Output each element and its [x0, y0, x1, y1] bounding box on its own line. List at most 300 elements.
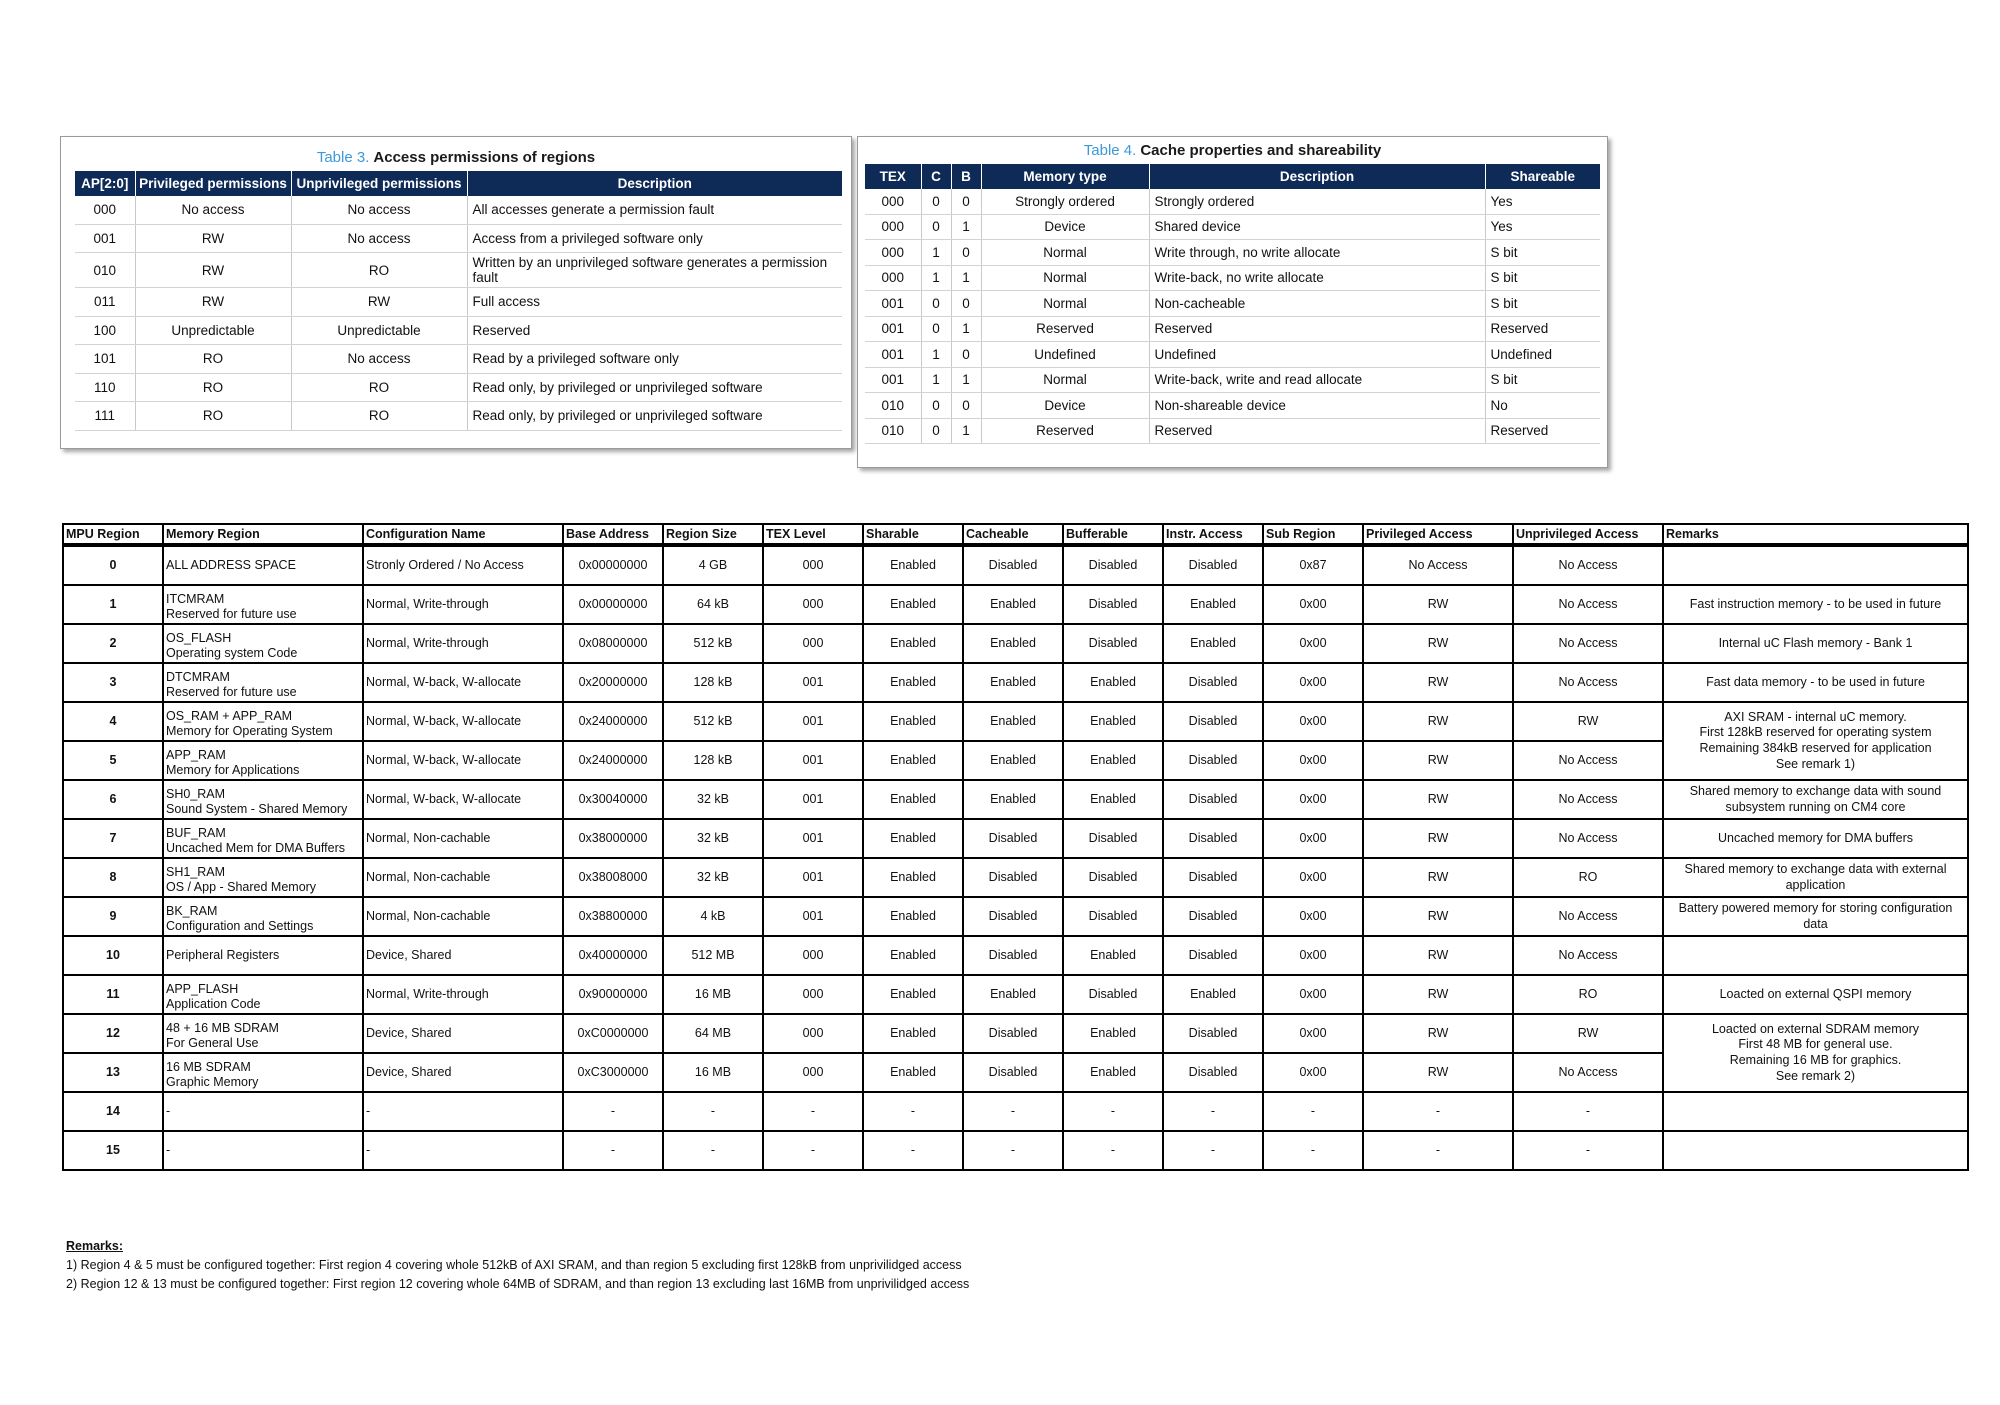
table4-cell: 010 [865, 393, 921, 419]
mpu-instr-cell: Enabled [1163, 975, 1263, 1014]
mpu-region-number: 0 [63, 545, 163, 585]
mpu-sub-cell: 0x00 [1263, 858, 1363, 897]
mpu-size-cell: 16 MB [663, 1053, 763, 1092]
mpu-base-cell: 0x38000000 [563, 819, 663, 858]
table4-cell: 0 [921, 214, 951, 240]
mpu-share-cell: Enabled [863, 819, 963, 858]
memory-region-cell [163, 858, 363, 897]
mpu-header-cell: Unprivileged Access [1513, 524, 1663, 545]
mpu-priv-cell: RW [1363, 975, 1513, 1014]
table4-cell: 010 [865, 418, 921, 444]
table4-cell: Undefined [1149, 342, 1485, 368]
mpu-sub-cell: 0x00 [1263, 741, 1363, 780]
mpu-buf-cell: - [1063, 1131, 1163, 1170]
mpu-row [63, 1092, 1968, 1131]
mpu-cache-cell: Enabled [963, 624, 1063, 663]
remark-line: Remaining 16 MB for graphics. [1729, 1053, 1902, 1067]
remarks-block [66, 1237, 969, 1294]
mpu-remarks-cell: Fast instruction memory - to be used in future [1663, 585, 1968, 624]
mpu-buf-cell: - [1063, 1092, 1163, 1131]
memory-region-line: SH1_RAM [166, 864, 226, 879]
table3-cell: RW [135, 224, 291, 253]
mpu-size-cell: 4 GB [663, 545, 763, 585]
mpu-remarks-cell: Uncached memory for DMA buffers [1663, 819, 1968, 858]
mpu-share-cell: Enabled [863, 663, 963, 702]
mpu-sub-cell: 0x00 [1263, 585, 1363, 624]
mpu-priv-cell: - [1363, 1092, 1513, 1131]
mpu-cfg-cell: Normal, Write-through [363, 624, 563, 663]
memory-region-cell [163, 1092, 363, 1131]
table3-cell: RO [135, 373, 291, 402]
table4-row [865, 342, 1600, 368]
mpu-tex-cell: 001 [763, 741, 863, 780]
mpu-region-number: 7 [63, 819, 163, 858]
mpu-priv-cell: RW [1363, 585, 1513, 624]
mpu-cfg-cell: Normal, W-back, W-allocate [363, 741, 563, 780]
table4-cell: Strongly ordered [1149, 189, 1485, 214]
mpu-unpriv-cell: - [1513, 1092, 1663, 1131]
mpu-row [63, 897, 1968, 936]
memory-region-line: - [166, 1103, 171, 1118]
mpu-unpriv-cell: RO [1513, 975, 1663, 1014]
mpu-sub-cell: 0x87 [1263, 545, 1363, 585]
table4-cell: 000 [865, 265, 921, 291]
mpu-remarks-cell: Internal uC Flash memory - Bank 1 [1663, 624, 1968, 663]
memory-region-line: SH0_RAM [166, 786, 226, 801]
mpu-sub-cell: 0x00 [1263, 702, 1363, 741]
mpu-cache-cell: - [963, 1131, 1063, 1170]
table3-caption [61, 137, 851, 171]
mpu-header-cell: Privileged Access [1363, 524, 1513, 545]
memory-region-line: BK_RAM [166, 903, 218, 918]
mpu-row [63, 702, 1968, 741]
mpu-remarks-cell [1663, 936, 1968, 975]
mpu-buf-cell: Enabled [1063, 741, 1163, 780]
mpu-cfg-cell: Normal, W-back, W-allocate [363, 702, 563, 741]
mpu-cfg-cell: Normal, Write-through [363, 585, 563, 624]
memory-region-cell [163, 585, 363, 624]
mpu-header-cell: Cacheable [963, 524, 1063, 545]
table4-cell: 0 [951, 291, 981, 317]
mpu-sub-cell: 0x00 [1263, 663, 1363, 702]
mpu-instr-cell: Disabled [1163, 1014, 1263, 1053]
memory-region-line: 16 MB SDRAM [166, 1059, 251, 1074]
memory-region-cell [163, 897, 363, 936]
mpu-size-cell: 16 MB [663, 975, 763, 1014]
memory-region-line: OS / App - Shared Memory [166, 880, 317, 895]
mpu-cfg-cell: Normal, Non-cachable [363, 858, 563, 897]
mpu-header-cell: Memory Region [163, 524, 363, 545]
table3-cell: No access [291, 345, 467, 374]
remark-line: AXI SRAM - internal uC memory. [1724, 709, 1907, 724]
mpu-unpriv-cell: No Access [1513, 624, 1663, 663]
table4-cell: Reserved [981, 418, 1149, 444]
mpu-sub-cell: 0x00 [1263, 1014, 1363, 1053]
table4-cell: Normal [981, 240, 1149, 266]
mpu-remarks-cell [1663, 545, 1968, 585]
mpu-row [63, 780, 1968, 819]
table4-cell: Yes [1485, 214, 1600, 240]
mpu-share-cell: Enabled [863, 585, 963, 624]
mpu-row [63, 585, 1968, 624]
mpu-buf-cell: Disabled [1063, 819, 1163, 858]
table3-cell: Unpredictable [135, 316, 291, 345]
table4-row [865, 189, 1600, 214]
table3-row [75, 373, 842, 402]
table4-cell: Device [981, 214, 1149, 240]
table4-cell: Reserved [1485, 316, 1600, 342]
table4-cell: Normal [981, 265, 1149, 291]
mpu-region-table [62, 523, 1969, 1171]
table4-header-cell: Memory type [981, 164, 1149, 189]
mpu-base-cell: 0x20000000 [563, 663, 663, 702]
mpu-tex-cell: 000 [763, 585, 863, 624]
table4-cell: No [1485, 393, 1600, 419]
table3-cell: 100 [75, 316, 135, 345]
mpu-unpriv-cell: RO [1513, 858, 1663, 897]
mpu-tex-cell: 000 [763, 1014, 863, 1053]
table4-cell: 0 [921, 189, 951, 214]
mpu-share-cell: Enabled [863, 741, 963, 780]
mpu-cfg-cell: Device, Shared [363, 936, 563, 975]
mpu-region-number: 3 [63, 663, 163, 702]
memory-region-cell [163, 1053, 363, 1092]
mpu-tex-cell: 001 [763, 897, 863, 936]
mpu-header-cell: Base Address [563, 524, 663, 545]
table4-cell: Strongly ordered [981, 189, 1149, 214]
memory-region-cell [163, 702, 363, 741]
mpu-tex-cell: 001 [763, 819, 863, 858]
mpu-buf-cell: Disabled [1063, 624, 1163, 663]
memory-region-cell [163, 624, 363, 663]
mpu-priv-cell: RW [1363, 702, 1513, 741]
mpu-cfg-cell: - [363, 1131, 563, 1170]
mpu-share-cell: Enabled [863, 780, 963, 819]
mpu-size-cell: 512 kB [663, 702, 763, 741]
mpu-share-cell: Enabled [863, 545, 963, 585]
mpu-unpriv-cell: No Access [1513, 741, 1663, 780]
mpu-remarks-cell [1663, 1092, 1968, 1131]
mpu-cache-cell: Disabled [963, 545, 1063, 585]
mpu-size-cell: 512 kB [663, 624, 763, 663]
mpu-cache-cell: Enabled [963, 741, 1063, 780]
table4-header-cell: Description [1149, 164, 1485, 189]
table4-cell: 0 [951, 342, 981, 368]
mpu-share-cell: - [863, 1092, 963, 1131]
mpu-cfg-cell: Normal, Write-through [363, 975, 563, 1014]
table3 [75, 171, 842, 431]
table4-cell: 001 [865, 367, 921, 393]
table3-row [75, 316, 842, 345]
mpu-share-cell: - [863, 1131, 963, 1170]
mpu-tex-cell: 001 [763, 663, 863, 702]
table4-row [865, 418, 1600, 444]
table4-cell: Write-back, no write allocate [1149, 265, 1485, 291]
mpu-tex-cell: 000 [763, 624, 863, 663]
memory-region-line: OS_FLASH [166, 630, 232, 645]
mpu-sub-cell: - [1263, 1092, 1363, 1131]
mpu-buf-cell: Enabled [1063, 663, 1163, 702]
mpu-remarks-cell [1663, 1014, 1968, 1092]
remark-line: Remaining 384kB reserved for application [1699, 741, 1932, 755]
table3-header-cell: AP[2:0] [75, 171, 135, 196]
table4-cell: Write through, no write allocate [1149, 240, 1485, 266]
mpu-priv-cell: RW [1363, 858, 1513, 897]
mpu-instr-cell: Disabled [1163, 545, 1263, 585]
memory-region-line: Reserved for future use [166, 685, 297, 700]
mpu-unpriv-cell: No Access [1513, 1053, 1663, 1092]
table4-cell: 0 [951, 240, 981, 266]
mpu-cfg-cell: Device, Shared [363, 1014, 563, 1053]
mpu-region-number: 11 [63, 975, 163, 1014]
mpu-region-number: 13 [63, 1053, 163, 1092]
memory-region-line: Uncached Mem for DMA Buffers [166, 841, 346, 856]
mpu-row [63, 819, 1968, 858]
table4-cell: 0 [921, 316, 951, 342]
mpu-size-cell: 64 kB [663, 585, 763, 624]
mpu-remarks-cell: Shared memory to exchange data with external application [1663, 858, 1968, 897]
table3-cell: Access from a privileged software only [467, 224, 842, 253]
table3-cell: No access [135, 196, 291, 224]
mpu-header-cell: Sub Region [1263, 524, 1363, 545]
mpu-buf-cell: Disabled [1063, 975, 1163, 1014]
mpu-header-cell: Instr. Access [1163, 524, 1263, 545]
mpu-size-cell: - [663, 1131, 763, 1170]
table4-caption [858, 137, 1607, 164]
mpu-remarks-cell [1663, 1131, 1968, 1170]
table4-cell: Device [981, 393, 1149, 419]
mpu-sub-cell: - [1263, 1131, 1363, 1170]
mpu-size-cell: 512 MB [663, 936, 763, 975]
memory-region-cell [163, 975, 363, 1014]
table4-cell: 0 [921, 393, 951, 419]
mpu-size-cell: 4 kB [663, 897, 763, 936]
table4-cell: Reserved [1149, 316, 1485, 342]
mpu-buf-cell: Disabled [1063, 897, 1163, 936]
mpu-priv-cell: RW [1363, 897, 1513, 936]
table4-header-cell: C [921, 164, 951, 189]
table3-cell: RO [291, 253, 467, 288]
mpu-priv-cell: RW [1363, 741, 1513, 780]
mpu-instr-cell: - [1163, 1092, 1263, 1131]
table3-cell: RW [291, 288, 467, 317]
table4-header-row [865, 164, 1600, 189]
mpu-remarks-cell: Shared memory to exchange data with sound subsystem running on CM4 core [1663, 780, 1968, 819]
table4-cell: Normal [981, 291, 1149, 317]
mpu-buf-cell: Disabled [1063, 545, 1163, 585]
memory-region-line: For General Use [166, 1036, 259, 1051]
mpu-cache-cell: Enabled [963, 702, 1063, 741]
mpu-buf-cell: Enabled [1063, 936, 1163, 975]
mpu-unpriv-cell: No Access [1513, 819, 1663, 858]
remark-line: Loacted on external SDRAM memory [1711, 1021, 1920, 1036]
mpu-share-cell: Enabled [863, 1014, 963, 1053]
table3-cell: 101 [75, 345, 135, 374]
mpu-instr-cell: Disabled [1163, 819, 1263, 858]
memory-region-line: Memory for Applications [166, 763, 300, 778]
memory-region-line: Configuration and Settings [166, 919, 314, 934]
mpu-instr-cell: Enabled [1163, 624, 1263, 663]
table4-caption-number: Table 4. [1083, 142, 1137, 159]
table3-row [75, 253, 842, 288]
table4-cell: 001 [865, 291, 921, 317]
table4-cell: S bit [1485, 367, 1600, 393]
mpu-share-cell: Enabled [863, 936, 963, 975]
mpu-region-number: 1 [63, 585, 163, 624]
mpu-tex-cell: 001 [763, 858, 863, 897]
table4-row [865, 265, 1600, 291]
mpu-header-row [63, 524, 1968, 545]
table3-cell: Read only, by privileged or unprivileged software [467, 402, 842, 431]
mpu-base-cell: 0xC3000000 [563, 1053, 663, 1092]
mpu-unpriv-cell: - [1513, 1131, 1663, 1170]
mpu-instr-cell: Disabled [1163, 1053, 1263, 1092]
mpu-remarks-cell [1663, 702, 1968, 780]
mpu-instr-cell: Disabled [1163, 702, 1263, 741]
mpu-unpriv-cell: No Access [1513, 897, 1663, 936]
mpu-buf-cell: Enabled [1063, 1053, 1163, 1092]
mpu-unpriv-cell: No Access [1513, 545, 1663, 585]
remark-line: See remark 2) [1775, 1068, 1856, 1083]
mpu-row [63, 1131, 1968, 1170]
table3-row [75, 196, 842, 224]
memory-region-line: Sound System - Shared Memory [166, 802, 348, 817]
table3-cell: 000 [75, 196, 135, 224]
table3-caption-number: Table 3. [316, 149, 370, 166]
mpu-priv-cell: RW [1363, 936, 1513, 975]
mpu-base-cell: 0x40000000 [563, 936, 663, 975]
mpu-cfg-cell: Normal, W-back, W-allocate [363, 663, 563, 702]
mpu-unpriv-cell: No Access [1513, 585, 1663, 624]
table4-cell: 0 [921, 291, 951, 317]
mpu-size-cell: - [663, 1092, 763, 1131]
mpu-share-cell: Enabled [863, 1053, 963, 1092]
mpu-header-cell: Configuration Name [363, 524, 563, 545]
table4-cell: S bit [1485, 291, 1600, 317]
table3-header-cell: Unprivileged permissions [291, 171, 467, 196]
memory-region-line: ITCMRAM [166, 591, 225, 606]
remark-1: 1) Region 4 & 5 must be configured together: First region 4 covering whole 512kB of AXI SRAM, and than region 5 excluding first 128kB from unprivilidged access [66, 1258, 962, 1272]
mpu-share-cell: Enabled [863, 975, 963, 1014]
remark-line: First 128kB reserved for operating system [1699, 725, 1932, 740]
memory-region-line: APP_FLASH [166, 981, 239, 996]
table3-cell: Unpredictable [291, 316, 467, 345]
remark-line: See remark 1) [1775, 756, 1856, 771]
mpu-base-cell: 0x24000000 [563, 702, 663, 741]
table4-panel [857, 136, 1608, 468]
mpu-cfg-cell: Stronly Ordered / No Access [363, 545, 563, 585]
memory-region-cell [163, 1131, 363, 1170]
table4-cell: 0 [921, 418, 951, 444]
table3-cell: No access [291, 224, 467, 253]
table3-row [75, 402, 842, 431]
table3-row [75, 224, 842, 253]
mpu-instr-cell: - [1163, 1131, 1263, 1170]
mpu-priv-cell: RW [1363, 1014, 1513, 1053]
mpu-unpriv-cell: No Access [1513, 936, 1663, 975]
table4-header-cell: Shareable [1485, 164, 1600, 189]
mpu-tex-cell: 000 [763, 975, 863, 1014]
table3-header-cell: Privileged permissions [135, 171, 291, 196]
mpu-cache-cell: - [963, 1092, 1063, 1131]
table4-header-cell: TEX [865, 164, 921, 189]
mpu-instr-cell: Enabled [1163, 585, 1263, 624]
mpu-sub-cell: 0x00 [1263, 936, 1363, 975]
mpu-row [63, 858, 1968, 897]
mpu-size-cell: 128 kB [663, 741, 763, 780]
mpu-cfg-cell: Normal, W-back, W-allocate [363, 780, 563, 819]
mpu-tex-cell: 000 [763, 1053, 863, 1092]
memory-region-line: Peripheral Registers [166, 947, 280, 962]
mpu-cfg-cell: Normal, Non-cachable [363, 897, 563, 936]
mpu-base-cell: 0x30040000 [563, 780, 663, 819]
table4-cell: Undefined [1485, 342, 1600, 368]
mpu-buf-cell: Disabled [1063, 858, 1163, 897]
mpu-sub-cell: 0x00 [1263, 780, 1363, 819]
table3-cell: RW [135, 288, 291, 317]
mpu-remarks-cell: Loacted on external QSPI memory [1663, 975, 1968, 1014]
remarks-title: Remarks: [66, 1239, 123, 1253]
table4 [865, 164, 1600, 444]
table3-cell: All accesses generate a permission fault [467, 196, 842, 224]
table3-cell: RO [291, 373, 467, 402]
mpu-remarks-cell: Battery powered memory for storing configuration data [1663, 897, 1968, 936]
table4-cell: Non-shareable device [1149, 393, 1485, 419]
mpu-instr-cell: Disabled [1163, 858, 1263, 897]
mpu-size-cell: 128 kB [663, 663, 763, 702]
table3-caption-title: Access permissions of regions [373, 149, 596, 166]
mpu-base-cell: 0x38008000 [563, 858, 663, 897]
memory-region-line: DTCMRAM [166, 669, 230, 684]
table3-cell: 011 [75, 288, 135, 317]
table4-cell: 1 [951, 418, 981, 444]
table4-cell: 001 [865, 316, 921, 342]
mpu-sub-cell: 0x00 [1263, 624, 1363, 663]
table3-cell: Read only, by privileged or unprivileged software [467, 373, 842, 402]
mpu-row [63, 936, 1968, 975]
remark-2: 2) Region 12 & 13 must be configured together: First region 12 covering whole 64MB of SDRAM, and than region 13 excluding last 16MB from unprivilidged access [66, 1277, 970, 1291]
table3-row [75, 288, 842, 317]
table4-cell: 0 [951, 393, 981, 419]
mpu-priv-cell: RW [1363, 819, 1513, 858]
table3-cell: Full access [467, 288, 842, 317]
mpu-cache-cell: Enabled [963, 585, 1063, 624]
table4-cell: 1 [921, 240, 951, 266]
mpu-remarks-cell: Fast data memory - to be used in future [1663, 663, 1968, 702]
table4-cell: Non-cacheable [1149, 291, 1485, 317]
table3-cell: Reserved [467, 316, 842, 345]
mpu-header-cell: Sharable [863, 524, 963, 545]
mpu-cache-cell: Disabled [963, 936, 1063, 975]
mpu-region-number: 2 [63, 624, 163, 663]
mpu-size-cell: 64 MB [663, 1014, 763, 1053]
mpu-region-number: 4 [63, 702, 163, 741]
mpu-base-cell: 0x24000000 [563, 741, 663, 780]
mpu-unpriv-cell: RW [1513, 1014, 1663, 1053]
mpu-sub-cell: 0x00 [1263, 819, 1363, 858]
mpu-instr-cell: Disabled [1163, 897, 1263, 936]
mpu-size-cell: 32 kB [663, 858, 763, 897]
mpu-row [63, 975, 1968, 1014]
memory-region-cell [163, 1014, 363, 1053]
table3-header-cell: Description [467, 171, 842, 196]
mpu-tex-cell: 000 [763, 936, 863, 975]
table4-row [865, 214, 1600, 240]
mpu-base-cell: - [563, 1092, 663, 1131]
mpu-tex-cell: 001 [763, 780, 863, 819]
mpu-cfg-cell: Device, Shared [363, 1053, 563, 1092]
table4-cell: 000 [865, 189, 921, 214]
